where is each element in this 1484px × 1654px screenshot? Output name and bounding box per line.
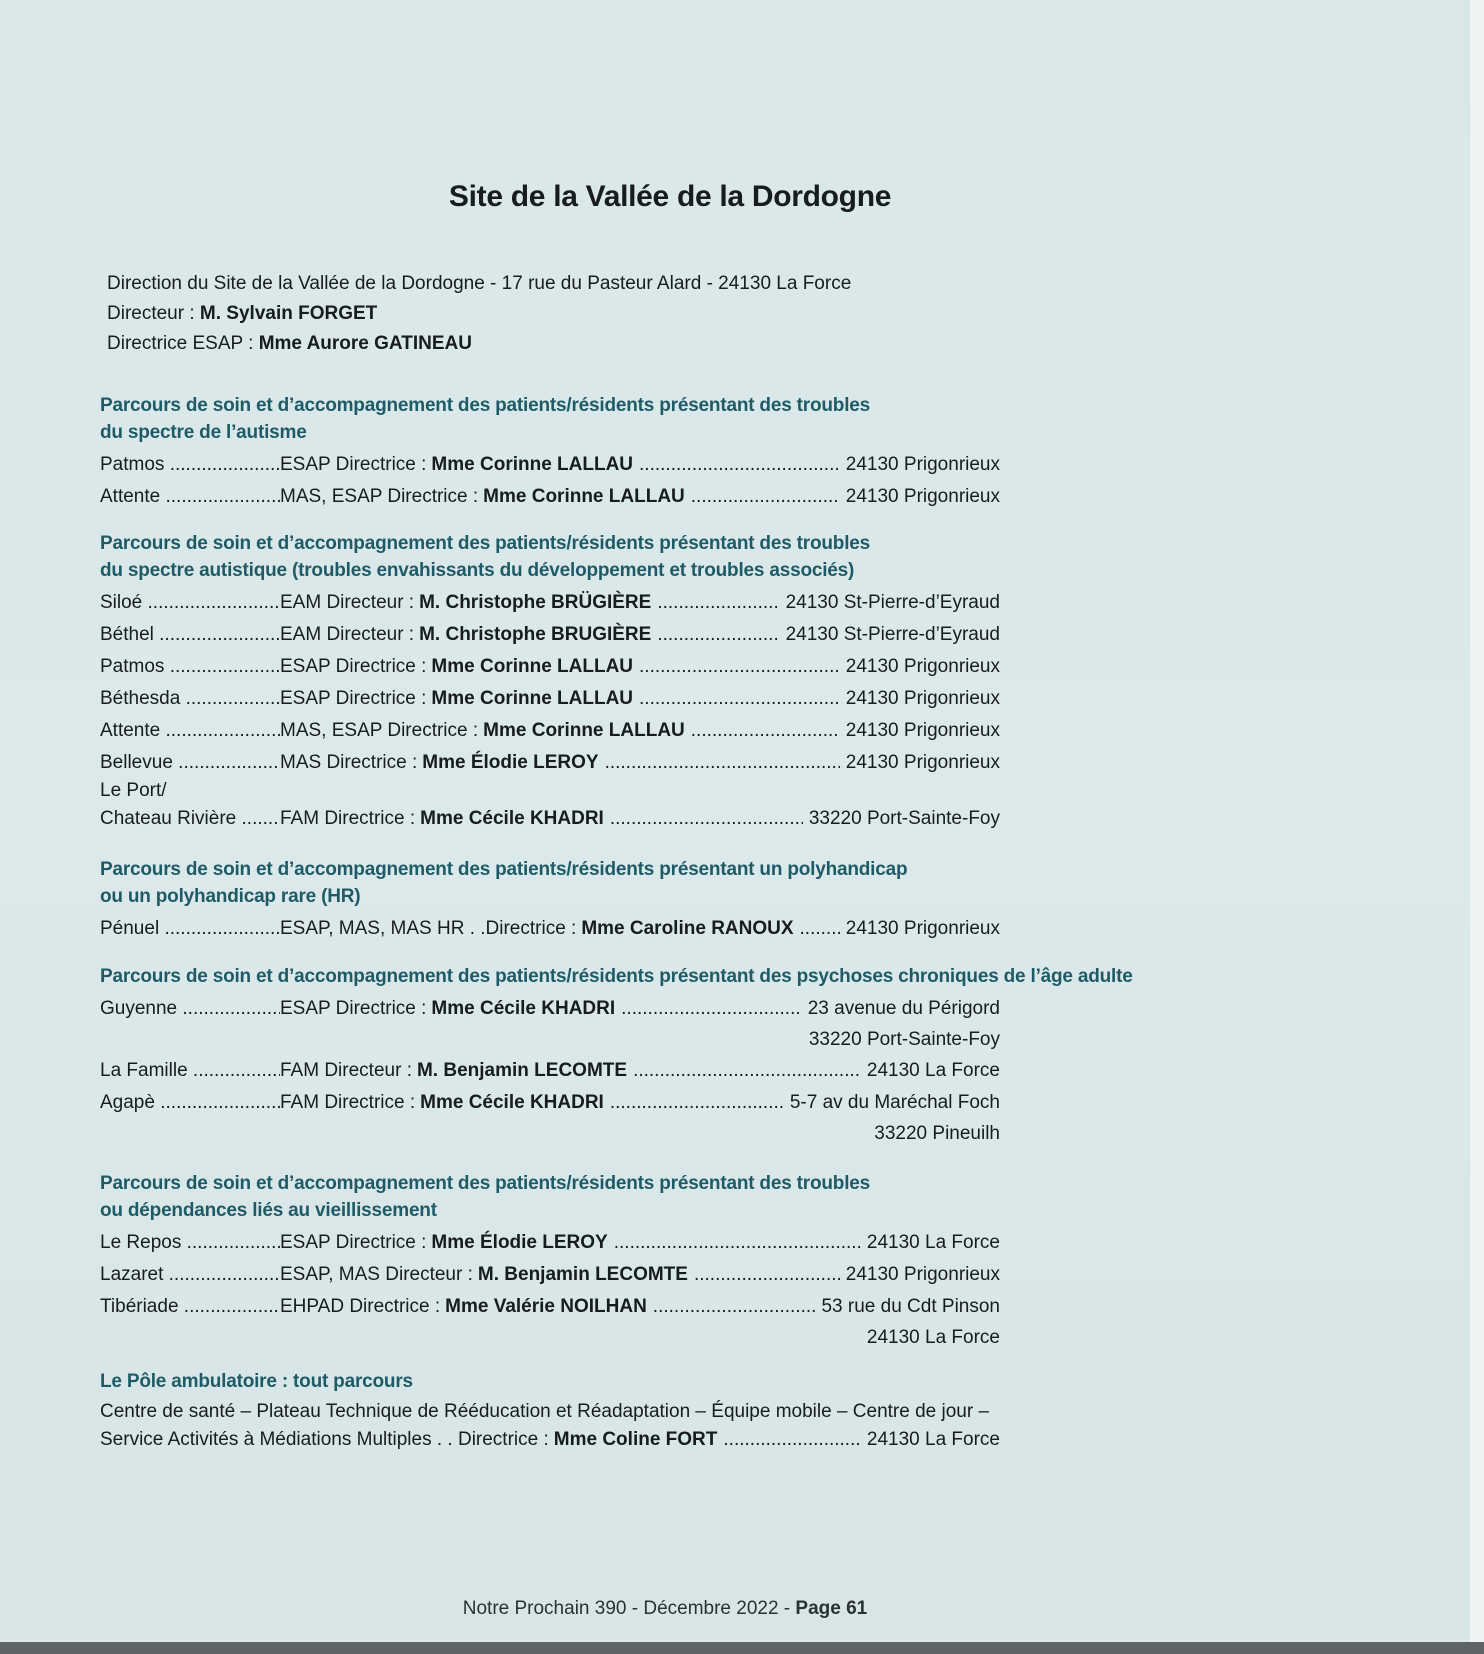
facility-type: MAS, ESAP Directrice : <box>280 720 479 741</box>
section-title <box>100 856 1150 910</box>
facility-location: 24130 Prigonrieux <box>845 656 1000 677</box>
ambulatory-line-1: Centre de santé – Plateau Technique de Rééducation et Réadaptation – Équipe mobile – Centre de jour – <box>100 1401 990 1422</box>
facility-name: Patmos ..... <box>100 651 280 683</box>
facility-row <box>100 1259 1000 1291</box>
footer-text: Notre Prochain 390 - Décembre 2022 - <box>462 1598 791 1619</box>
facility-type: EAM Directeur : <box>280 624 415 645</box>
direction-address: Direction du Site de la Vallée de la Dordogne - 17 rue du Pasteur Alard - 24130 La Force <box>107 273 852 294</box>
leader-dots <box>610 803 803 835</box>
section-polyhandicap <box>100 856 1150 945</box>
facility-director: Mme Corinne LALLAU <box>431 656 634 677</box>
facility-name: Agapè ..... <box>100 1087 280 1119</box>
section-ambulatory <box>100 1368 1150 1454</box>
ambulatory-location: 24130 La Force <box>866 1429 1000 1450</box>
page-number: Page 61 <box>795 1598 868 1619</box>
facility-location: 53 rue du Cdt Pinson <box>821 1296 1000 1317</box>
facility-director: Mme Cécile KHADRI <box>420 808 604 829</box>
facility-director: M. Christophe BRUGIÈRE <box>419 624 652 645</box>
section-title <box>100 392 1150 446</box>
facility-row <box>100 619 1000 651</box>
facility-director: Mme Corinne LALLAU <box>431 454 634 475</box>
leader-dots <box>639 449 840 481</box>
facility-director: M. Christophe BRÜGIÈRE <box>419 592 652 613</box>
facility-director: Mme Cécile KHADRI <box>420 1092 604 1113</box>
facility-name: Bellevue ..... <box>100 747 280 779</box>
facility-row <box>100 803 1000 835</box>
facility-name: Béthel ..... <box>100 619 280 651</box>
leader-dots <box>723 1426 861 1454</box>
facility-name: Attente ..... <box>100 715 280 747</box>
ambulatory-title: Le Pôle ambulatoire : tout parcours <box>100 1371 413 1392</box>
facility-type: FAM Directeur : <box>280 1060 412 1081</box>
facility-director: Mme Corinne LALLAU <box>483 720 685 741</box>
facility-location-line-2: 24130 La Force <box>866 1327 1000 1348</box>
section-title <box>100 963 1150 990</box>
facility-location: 24130 Prigonrieux <box>845 454 1000 475</box>
facility-name: Lazaret ..... <box>100 1259 280 1291</box>
facility-row <box>100 1227 1000 1259</box>
page-footer <box>0 1598 1330 1620</box>
leader-dots <box>614 1227 861 1259</box>
facility-row <box>100 1291 1000 1323</box>
facility-type: EAM Directeur : <box>280 592 415 613</box>
facility-type: ESAP Directrice : <box>280 656 427 677</box>
facility-director: Mme Valérie NOILHAN <box>445 1296 647 1317</box>
leader-dots <box>657 619 779 651</box>
facility-location: 33220 Port-Sainte-Foy <box>808 808 1000 829</box>
section-title-line: ou dépendances liés au vieillissement <box>100 1200 437 1221</box>
leader-dots <box>621 993 802 1025</box>
facility-type: ESAP Directrice : <box>280 998 427 1019</box>
scan-right-edge <box>1470 0 1484 1654</box>
facility-type: FAM Directrice : <box>280 1092 416 1113</box>
facility-location: 24130 St-Pierre-d’Eyraud <box>785 592 1000 613</box>
facility-location: 24130 Prigonrieux <box>845 486 1000 507</box>
facility-row <box>100 913 1000 945</box>
facility-name: Patmos ..... <box>100 449 280 481</box>
facility-name-prefix: Le Port/ <box>100 780 167 801</box>
leader-dots <box>691 715 840 747</box>
facility-row <box>100 651 1000 683</box>
facility-director: Mme Cécile KHADRI <box>431 998 616 1019</box>
facility-director: M. Benjamin LECOMTE <box>416 1060 628 1081</box>
ambulatory-director: Mme Coline FORT <box>553 1429 718 1450</box>
section-psychoses <box>100 963 1150 1149</box>
esap-director-line <box>107 332 472 356</box>
facility-row <box>100 683 1000 715</box>
facility-name: Béthesda ..... <box>100 683 280 715</box>
facility-director: Mme Élodie LEROY <box>422 752 599 773</box>
section-title-line: ou un polyhandicap rare (HR) <box>100 886 361 907</box>
facility-location: 24130 La Force <box>866 1060 1000 1081</box>
director-label: Directeur : <box>107 303 195 324</box>
facility-director: Mme Corinne LALLAU <box>483 486 685 507</box>
facility-location-line-2: 33220 Port-Sainte-Foy <box>808 1029 1000 1050</box>
facility-location: 5-7 av du Maréchal Foch <box>789 1092 1000 1113</box>
section-title-line: Parcours de soin et d’accompagnement des patients/résidents présentant des troubles <box>100 533 871 554</box>
facility-row <box>100 1087 1000 1119</box>
ambulatory-line-2 <box>100 1426 1000 1454</box>
section-title-line: du spectre de l’autisme <box>100 422 307 443</box>
facility-director: M. Benjamin LECOMTE <box>477 1264 688 1285</box>
facility-name: Tibériade ..... <box>100 1291 280 1323</box>
facility-location: 24130 La Force <box>866 1232 1000 1253</box>
facility-location: 24130 Prigonrieux <box>845 918 1000 939</box>
facility-name: Chateau Rivière ..... <box>100 803 280 835</box>
section-title <box>100 1170 1150 1224</box>
esap-director-label: Directrice ESAP : <box>107 333 254 354</box>
facility-name: Pénuel ..... <box>100 913 280 945</box>
leader-dots <box>691 481 840 513</box>
director-line <box>107 302 377 326</box>
facility-name: La Famille ..... <box>100 1055 280 1087</box>
facility-location: 24130 Prigonrieux <box>845 720 1000 741</box>
facility-location: 24130 St-Pierre-d’Eyraud <box>785 624 1000 645</box>
facility-type: MAS, ESAP Directrice : <box>280 486 479 507</box>
facility-type: MAS Directrice : <box>280 752 418 773</box>
leader-dots <box>610 1087 784 1119</box>
section-title-line: du spectre autistique (troubles envahissants du développement et troubles associés) <box>100 560 855 581</box>
section-title <box>100 530 1150 584</box>
facility-location: 23 avenue du Périgord <box>807 998 1000 1019</box>
facility-row <box>100 587 1000 619</box>
facility-row <box>100 449 1000 481</box>
director-name: M. Sylvain FORGET <box>199 303 378 324</box>
ambulatory-services: Service Activités à Médiations Multiples . . Directrice : <box>100 1429 549 1450</box>
section-title-line: Parcours de soin et d’accompagnement des patients/résidents présentant des psychoses chroniques de l’âge adulte <box>100 966 1133 987</box>
facility-row <box>100 1055 1000 1087</box>
facility-location-line-2: 33220 Pineuilh <box>874 1123 1000 1144</box>
section-aging <box>100 1170 1150 1353</box>
facility-director: Mme Corinne LALLAU <box>431 688 634 709</box>
facility-type: ESAP Directrice : <box>280 688 427 709</box>
leader-dots <box>639 651 840 683</box>
facility-row <box>100 481 1000 513</box>
leader-dots <box>605 747 840 779</box>
facility-name: Attente ..... <box>100 481 280 513</box>
facility-name: Le Repos ..... <box>100 1227 280 1259</box>
section-title-line: Parcours de soin et d’accompagnement des patients/résidents présentant des troubles <box>100 395 871 416</box>
facility-type: ESAP, MAS, MAS HR . .Directrice : <box>280 918 577 939</box>
section-autistic-spectrum <box>100 530 1150 835</box>
facility-row <box>100 715 1000 747</box>
leader-dots <box>633 1055 861 1087</box>
section-autism <box>100 392 1150 513</box>
leader-dots <box>800 913 840 945</box>
facility-location: 24130 Prigonrieux <box>845 688 1000 709</box>
facility-location: 24130 Prigonrieux <box>845 1264 1000 1285</box>
facility-type: FAM Directrice : <box>280 808 416 829</box>
facility-row <box>100 747 1000 779</box>
section-title-line: Parcours de soin et d’accompagnement des patients/résidents présentant des troubles <box>100 1173 871 1194</box>
facility-type: ESAP Directrice : <box>280 454 427 475</box>
facility-type: ESAP Directrice : <box>280 1232 427 1253</box>
section-title-line: Parcours de soin et d’accompagnement des patients/résidents présentant un polyhandicap <box>100 859 908 880</box>
facility-type: EHPAD Directrice : <box>280 1296 441 1317</box>
scan-bottom-edge <box>0 1642 1484 1654</box>
facility-director: Mme Élodie LEROY <box>431 1232 608 1253</box>
leader-dots <box>653 1291 816 1323</box>
page-title: Site de la Vallée de la Dordogne <box>448 180 892 213</box>
facility-name: Siloé ..... <box>100 587 280 619</box>
facility-name: Guyenne ..... <box>100 993 280 1025</box>
leader-dots <box>657 587 779 619</box>
facility-row <box>100 993 1000 1025</box>
esap-director-name: Mme Aurore GATINEAU <box>258 333 472 354</box>
leader-dots <box>694 1259 840 1291</box>
facility-director: Mme Caroline RANOUX <box>581 918 794 939</box>
facility-type: ESAP, MAS Directeur : <box>280 1264 473 1285</box>
leader-dots <box>639 683 840 715</box>
facility-location: 24130 Prigonrieux <box>845 752 1000 773</box>
